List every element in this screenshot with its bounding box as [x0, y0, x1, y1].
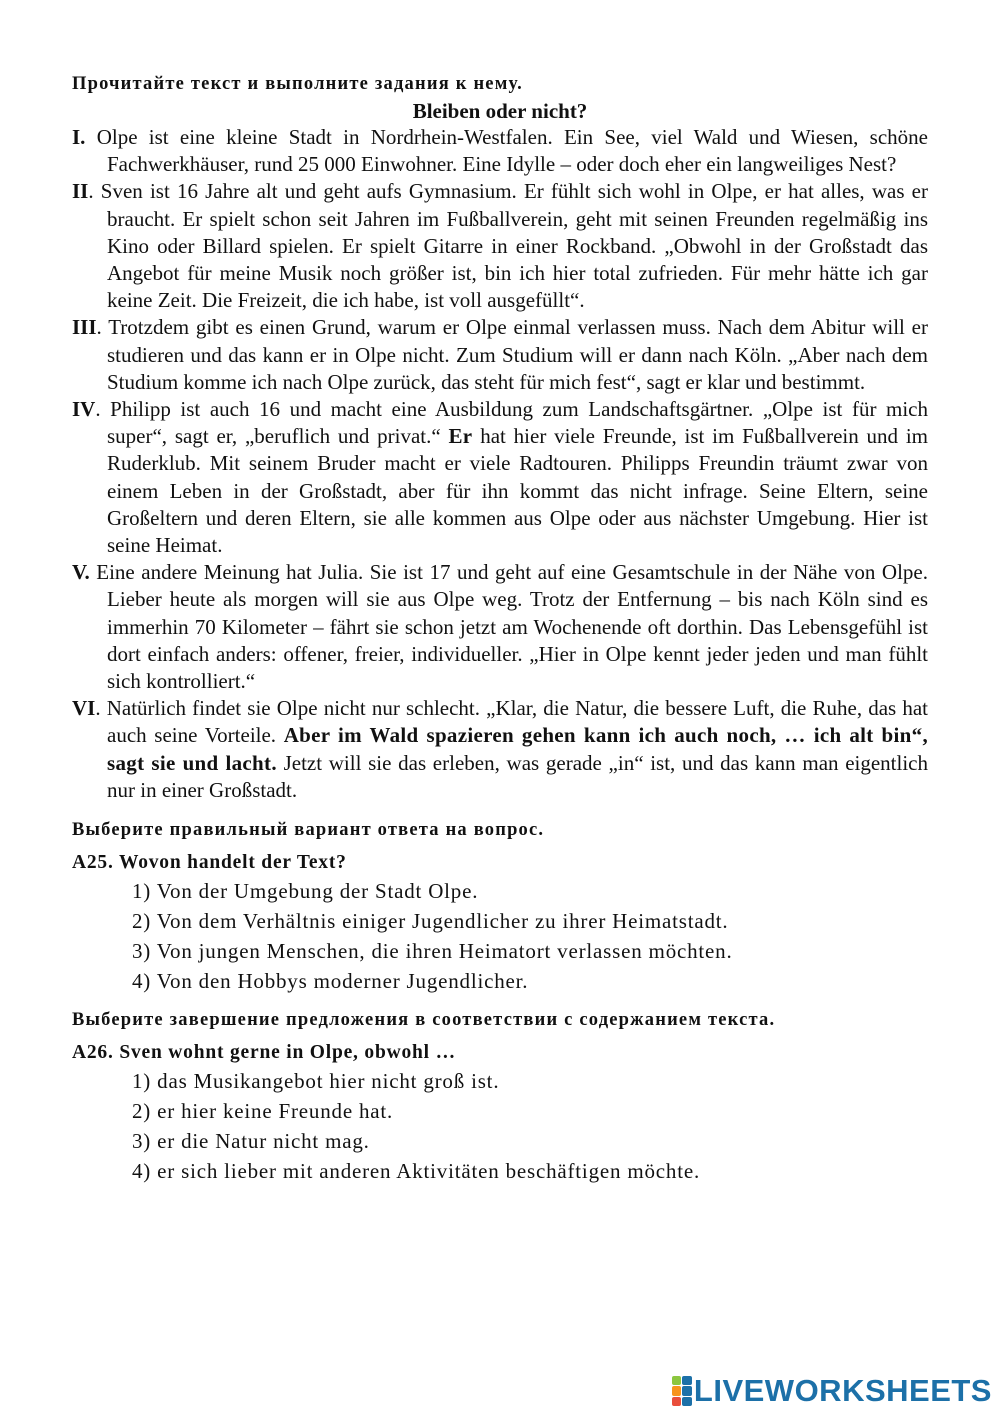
paragraph-3	[72, 314, 928, 396]
text-title: Bleiben oder nicht?	[412, 99, 588, 123]
paragraph-text: Eine andere Meinung hat Julia. Sie ist 17 und geht auf eine Gesamtschule in der Nähe von Olpe. Lieber heute als morgen will sie aus Olpe weg. Trotz der Entfernung – bis nach Köln sind es immerhin 70 Kilometer – fährt sie schon jetzt am Wochenende oft dorthin. Das Lebensgefühl ist dort einfach anders: offener, freier, individueller. „Hier in Olpe kennt jeder jeden und man fühlt sich kontrolliert.“	[89, 560, 928, 694]
option-a25-2[interactable]: 2) Von dem Verhältnis einiger Jugendlicher zu ihrer Heimatstadt.	[132, 909, 729, 934]
liveworksheets-logo	[672, 1373, 992, 1409]
paragraph-number: III	[72, 315, 97, 340]
option-a26-2[interactable]: 2) er hier keine Freunde hat.	[132, 1099, 394, 1124]
option-a26-4[interactable]: 4) er sich lieber mit anderen Aktivitäten beschäftigen möchte.	[132, 1159, 700, 1184]
logo-text: LIVEWORKSHEETS	[693, 1373, 992, 1408]
paragraph-text: hat hier viele Freunde, ist im Fußballverein und im Ruderklub. Mit seinem Bruder macht er viele Radtouren. Philipps Freundin träumt zwar von einem Leben in der Großstadt, aber für ihn kommt das nicht infrage. Seine Eltern, seine Großeltern und deren Eltern, sie alle kommen aus Olpe oder aus nächster Umgebung. Hier ist seine Heimat.	[107, 424, 929, 558]
paragraph-number: VI	[72, 696, 96, 721]
paragraph-text: . Trotzdem gibt es einen Grund, warum er Olpe einmal verlassen muss. Nach dem Abitur will er studieren und das kann er in Olpe nicht. Zum Studium will er dann nach Köln. „Aber nach dem Studium komme ich nach Olpe zurück, das steht für mich fest“, sagt er klar und bestimmt.	[96, 315, 928, 394]
paragraph-5	[72, 559, 928, 695]
question-a25: A25. Wovon handelt der Text?	[72, 852, 347, 874]
highlighted-sentence: Aber im Wald spazieren gehen kann ich auch noch, … ich alt bin“, sagt sie und lacht.	[107, 723, 928, 775]
paragraph-6	[72, 695, 928, 804]
choose-answer-instruction: Выберите правильный вариант ответа на вопрос.	[72, 820, 545, 841]
paragraph-text: Olpe ist eine kleine Stadt in Nordrhein-Westfalen. Ein See, viel Wald und Wiesen, schöne Fachwerkhäuser, rund 25 000 Einwohner. Eine Idylle – oder doch eher ein langweiliges Nest?	[85, 125, 928, 177]
options-a25	[72, 876, 928, 996]
option-a25-3[interactable]: 3) Von jungen Menschen, die ihren Heimatort verlassen möchten.	[132, 939, 733, 964]
option-a26-1[interactable]: 1) das Musikangebot hier nicht groß ist.	[132, 1069, 500, 1094]
reading-instruction: Прочитайте текст и выполните задания к нему.	[72, 74, 523, 94]
paragraph-4	[72, 396, 928, 559]
paragraph-text: . Philipp ist auch 16 und macht eine Ausbildung zum Landschaftsgärtner. „Olpe ist für mich super“, sagt er, „beruflich und privat.“	[95, 397, 928, 449]
worksheet-page	[72, 70, 928, 1186]
option-a25-1[interactable]: 1) Von der Umgebung der Stadt Olpe.	[132, 879, 479, 904]
option-a25-4[interactable]: 4) Von den Hobbys moderner Jugendlicher.	[132, 969, 529, 994]
paragraph-2	[72, 178, 928, 314]
paragraph-1	[72, 124, 928, 178]
paragraph-text: . Natürlich findet sie Olpe nicht nur schlecht. „Klar, die Natur, die bessere Luft, die Ruhe, das hat auch seine Vorteile.	[95, 696, 928, 748]
paragraph-number: I.	[72, 125, 86, 149]
paragraph-text: Jetzt will sie das erleben, was gerade „in“ ist, und das kann man eigentlich nur in einer Großstadt.	[107, 750, 929, 802]
paragraph-number: V.	[72, 560, 90, 585]
complete-sentence-instruction: Выберите завершение предложения в соответствии с содержанием текста.	[72, 1010, 776, 1031]
paragraph-number: II	[72, 179, 89, 204]
highlighted-word: Er	[448, 424, 473, 449]
question-a26: A26. Sven wohnt gerne in Olpe, obwohl …	[72, 1042, 456, 1064]
paragraph-number: IV	[72, 397, 96, 422]
options-a26	[72, 1066, 928, 1186]
option-a26-3[interactable]: 3) er die Natur nicht mag.	[132, 1129, 370, 1154]
paragraph-text: . Sven ist 16 Jahre alt und geht aufs Gymnasium. Er fühlt sich wohl in Olpe, er hat alles, was er braucht. Er spielt schon seit Jahren im Fußballverein, geht mit seinen Freunden regelmäßig ins Kino oder Billard spielen. Er spielt Gitarre in einer Rockband. „Obwohl in der Großstadt das Angebot für meine Musik noch größer ist, bin ich hier total zufrieden. Für mehr hätte ich gar keine Zeit. Die Freizeit, die ich habe, ist voll ausgefüllt“.	[88, 179, 928, 313]
logo-mark-icon	[672, 1376, 692, 1406]
